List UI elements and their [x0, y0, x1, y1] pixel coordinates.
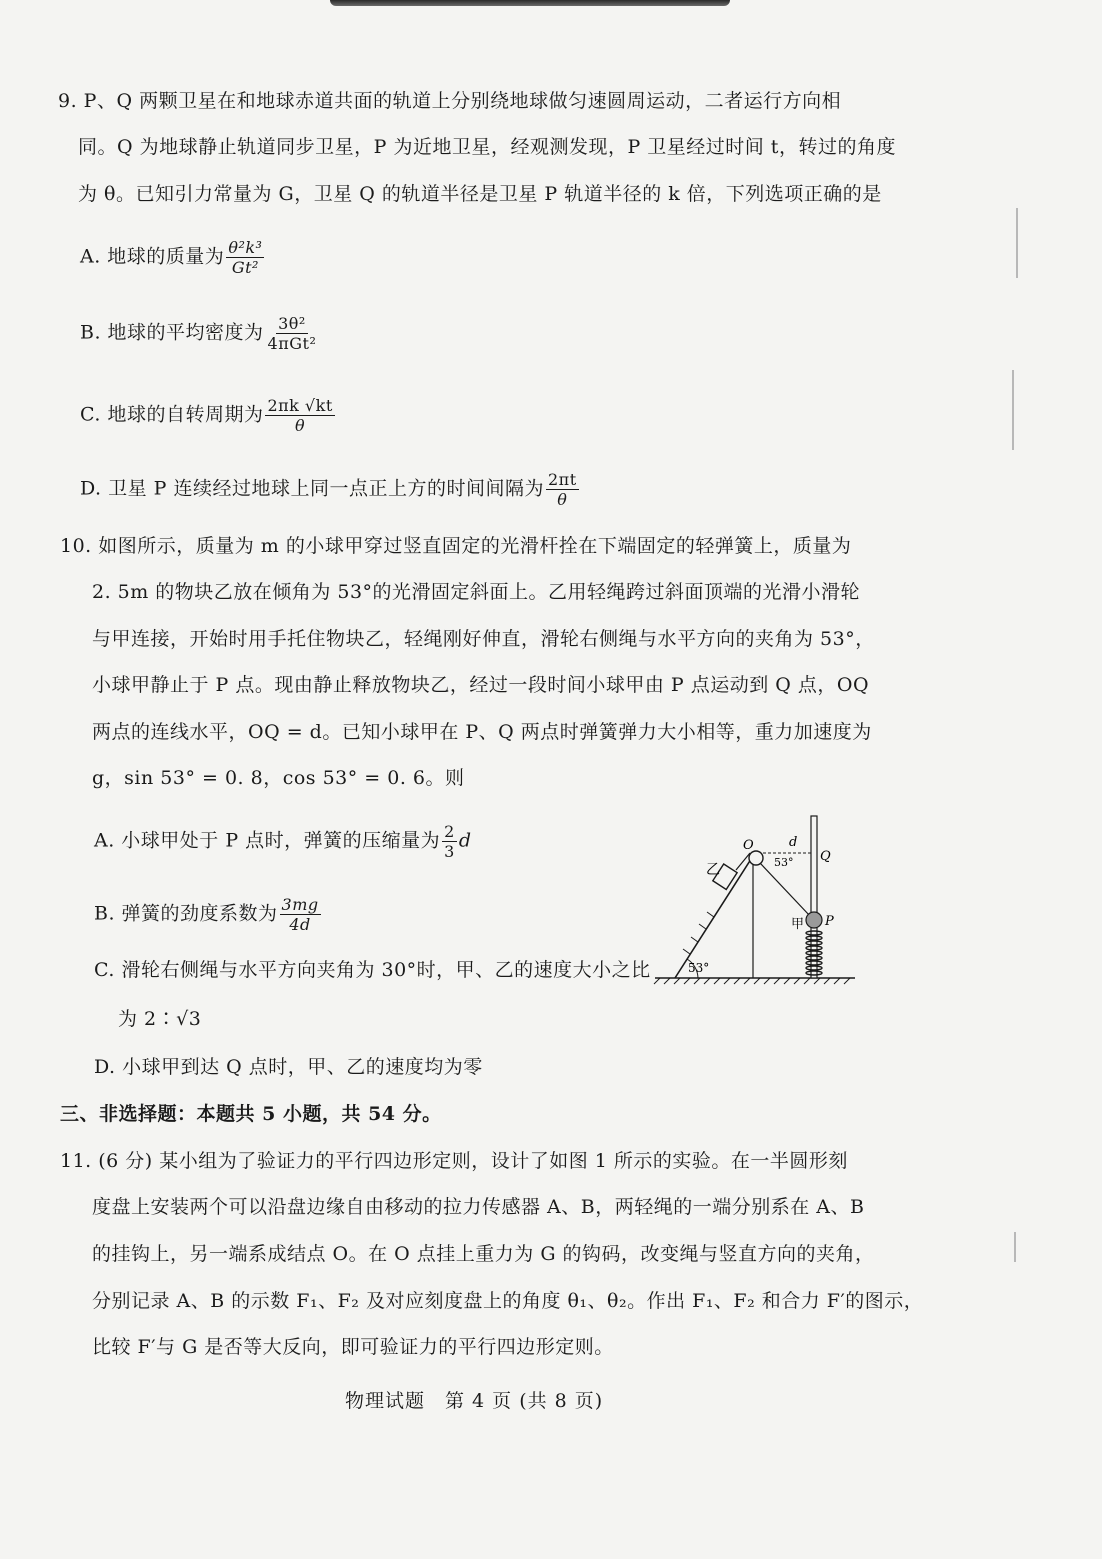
ball-jia — [806, 912, 822, 928]
q9-option-a-fraction — [226, 238, 264, 277]
q9-line2: 同。Q 为地球静止轨道同步卫星，P 为近地卫星，经观测发现，P 卫星经过时间 t，转过的角度 — [78, 136, 896, 158]
margin-mark — [1012, 370, 1014, 450]
rope-left — [736, 853, 750, 870]
section-3-heading: 三、非选择题：本题共 5 小题，共 54 分。 — [60, 1103, 442, 1125]
pulley-o-label: O — [743, 838, 754, 853]
q9-c-num: 2πk √kt — [267, 396, 333, 415]
q10-figure — [650, 808, 865, 990]
q9-option-a-text: A. 地球的质量为 — [80, 245, 225, 268]
q9-b-den: 4πGt² — [267, 334, 317, 353]
q10-line4: 小球甲静止于 P 点。现由静止释放物块乙，经过一段时间小球甲由 P 点运动到 Q 点，OQ — [92, 674, 870, 696]
margin-mark — [1014, 1232, 1016, 1262]
q9-option-b — [80, 314, 320, 353]
q9-option-d-fraction — [546, 470, 579, 509]
q9-d-den: θ — [557, 490, 568, 509]
ball-jia-label: 甲 — [791, 917, 805, 932]
q9-d-num: 2πt — [548, 470, 577, 489]
distance-d-label: d — [789, 835, 798, 850]
q10-b-num: 3mg — [281, 895, 319, 914]
q10-a-num: 2 — [444, 822, 455, 841]
point-q-label: Q — [820, 849, 831, 864]
q9-option-c-text: C. 地球的自转周期为 — [80, 403, 264, 426]
q9-a-num: θ²k³ — [228, 238, 263, 257]
q10-line3: 与甲连接，开始时用手托住物块乙，轻绳刚好伸直，滑轮右侧绳与水平方向的夹角为 53°， — [92, 628, 875, 650]
q11-line1: 11. (6 分) 某小组为了验证力的平行四边形定则，设计了如图 1 所示的实验。在一半圆形刻 — [60, 1150, 848, 1172]
q11-line4: 分别记录 A、B 的示数 F₁、F₂ 及对应刻度盘上的角度 θ₁、θ₂。作出 F₁、F₂ 和合力 F′的图示， — [92, 1290, 924, 1312]
q9-option-c-fraction — [265, 396, 334, 435]
q9-line3: 为 θ。已知引力常量为 G，卫星 Q 的轨道半径是卫星 P 轨道半径的 k 倍，下列选项正确的是 — [78, 183, 882, 205]
q10-a-den: 3 — [444, 842, 455, 861]
q11-line5: 比较 F′与 G 是否等大反向，即可验证力的平行四边形定则。 — [92, 1336, 614, 1358]
q9-option-b-fraction — [266, 314, 319, 353]
angle-bottom-label: 53° — [688, 961, 710, 975]
q11-line3: 的挂钩上，另一端系成结点 O。在 O 点挂上重力为 G 的钩码，改变绳与竖直方向的夹角， — [92, 1243, 875, 1265]
ground-hatch — [654, 978, 850, 984]
q9-line1: 9. P、Q 两颗卫星在和地球赤道共面的轨道上分别绕地球做匀速圆周运动，二者运行方向相 — [58, 90, 842, 112]
point-p-label: P — [825, 914, 834, 929]
q9-option-d-text: D. 卫星 P 连续经过地球上同一点正上方的时间间隔为 — [80, 477, 544, 500]
q10-line2: 2. 5m 的物块乙放在倾角为 53°的光滑固定斜面上。乙用轻绳跨过斜面顶端的光滑小滑轮 — [92, 581, 861, 603]
q10-option-b-fraction — [280, 895, 321, 934]
q10-option-a-text: A. 小球甲处于 P 点时，弹簧的压缩量为 — [94, 829, 441, 852]
q10-option-a — [94, 822, 472, 861]
q10-option-c-line1: C. 滑轮右侧绳与水平方向夹角为 30°时，甲、乙的速度大小之比 — [94, 959, 651, 981]
incline-hatch — [683, 912, 714, 954]
q10-b-den: 4d — [289, 915, 311, 934]
q9-option-d — [80, 470, 581, 509]
page-footer: 物理试题 第 4 页 (共 8 页) — [345, 1390, 604, 1412]
q10-option-d: D. 小球甲到达 Q 点时，甲、乙的速度均为零 — [94, 1056, 483, 1078]
rope-right — [760, 863, 810, 916]
angle-top-label: 53° — [774, 856, 794, 869]
q10-a-tail: d — [458, 829, 472, 852]
scan-edge — [330, 0, 730, 6]
q10-option-b — [94, 895, 323, 934]
q9-b-num: 3θ² — [278, 314, 306, 333]
q10-option-c-line2: 为 2∶√3 — [118, 1008, 202, 1030]
q10-option-a-fraction — [442, 822, 457, 861]
q10-option-b-text: B. 弹簧的劲度系数为 — [94, 902, 278, 925]
vertical-rod — [811, 816, 817, 978]
q9-option-c — [80, 396, 337, 435]
pulley — [749, 851, 763, 865]
q9-a-den: Gt² — [231, 258, 259, 277]
q9-option-b-text: B. 地球的平均密度为 — [80, 321, 264, 344]
q10-line5: 两点的连线水平，OQ = d。已知小球甲在 P、Q 两点时弹簧弹力大小相等，重力加速度为 — [92, 721, 872, 743]
block-yi-label: 乙 — [706, 862, 720, 878]
q10-line1: 10. 如图所示，质量为 m 的小球甲穿过竖直固定的光滑杆拴在下端固定的轻弹簧上，质量为 — [60, 535, 852, 557]
q11-line2: 度盘上安装两个可以沿盘边缘自由移动的拉力传感器 A、B，两轻绳的一端分别系在 A、B — [92, 1196, 865, 1218]
q9-c-den: θ — [295, 416, 306, 435]
q10-line6: g，sin 53° = 0. 8，cos 53° = 0. 6。则 — [92, 767, 465, 789]
q9-option-a — [80, 238, 266, 277]
margin-mark — [1016, 208, 1018, 278]
